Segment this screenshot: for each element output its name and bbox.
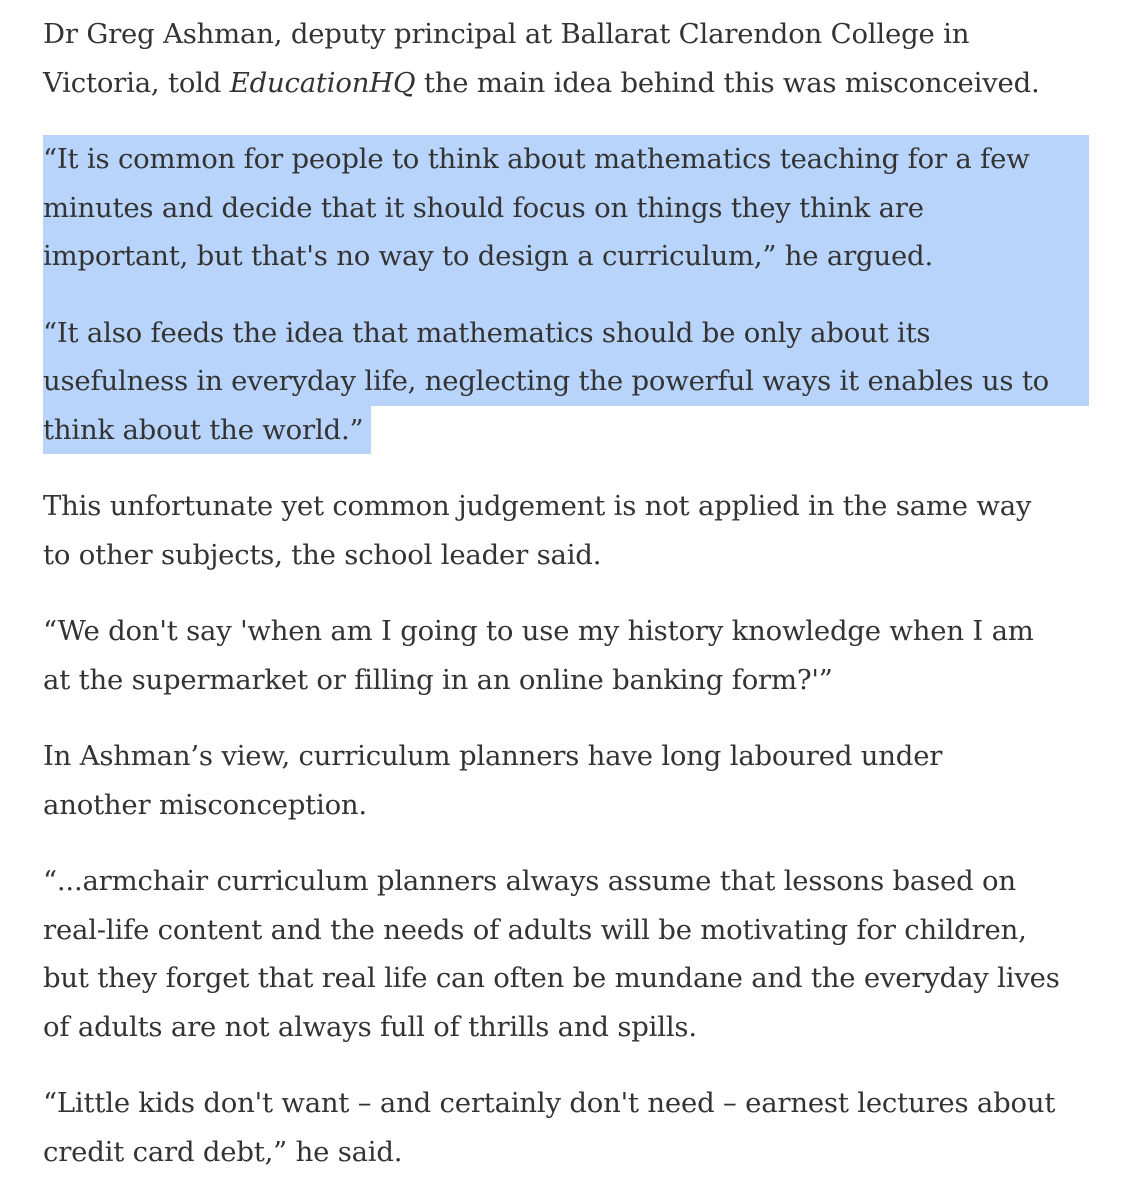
text-line[interactable]: “It also feeds the idea that mathematics should be only about its xyxy=(43,309,1089,358)
highlighted-text[interactable]: think about the world.” xyxy=(43,406,371,455)
paragraph-quote-2[interactable] xyxy=(43,309,1103,455)
text-line: of adults are not always full of thrills and spills. xyxy=(43,1010,697,1043)
text-segment: Victoria, told xyxy=(43,66,230,99)
paragraph-misconception xyxy=(43,732,1103,829)
text-line: This unfortunate yet common judgement is not applied in the same way xyxy=(43,490,1032,522)
paragraph-history-quote xyxy=(43,607,1103,704)
selected-text-region[interactable] xyxy=(43,135,1103,454)
text-line: at the supermarket or filling in an online banking form?'” xyxy=(43,663,833,696)
text-line[interactable]: important, but that's no way to design a curriculum,” he argued. xyxy=(43,240,933,272)
paragraph-quote-1[interactable] xyxy=(43,135,1089,309)
paragraph-intro xyxy=(43,10,1103,107)
paragraph-kids-quote xyxy=(43,1079,1103,1176)
text-line: “Little kids don't want – and certainly don't need – earnest lectures about xyxy=(43,1087,1056,1119)
text-line: another misconception. xyxy=(43,788,367,821)
text-line: credit card debt,” he said. xyxy=(43,1135,403,1168)
text-line[interactable] xyxy=(43,406,1103,455)
text-line: Dr Greg Ashman, deputy principal at Ballarat Clarendon College in xyxy=(43,18,970,50)
text-line: real-life content and the needs of adults will be motivating for children, xyxy=(43,913,1027,946)
text-line: In Ashman’s view, curriculum planners have long laboured under xyxy=(43,740,943,772)
text-line xyxy=(43,59,1103,108)
article-body xyxy=(43,10,1103,1204)
text-line: “...armchair curriculum planners always assume that lessons based on xyxy=(43,865,1016,897)
text-line[interactable]: “It is common for people to think about mathematics teaching for a few xyxy=(43,143,1030,175)
text-segment: the main idea behind this was misconceived. xyxy=(415,66,1040,99)
paragraph-judgement xyxy=(43,482,1103,579)
text-line: to other subjects, the school leader said. xyxy=(43,538,602,571)
text-line[interactable]: minutes and decide that it should focus on things they think are xyxy=(43,191,924,224)
text-line[interactable]: usefulness in everyday life, neglecting the powerful ways it enables us to xyxy=(43,357,1089,406)
publication-name: EducationHQ xyxy=(229,66,416,99)
text-line: but they forget that real life can often be mundane and the everyday lives xyxy=(43,962,1060,994)
text-line: “We don't say 'when am I going to use my history knowledge when I am xyxy=(43,615,1034,647)
paragraph-armchair-quote xyxy=(43,857,1103,1051)
